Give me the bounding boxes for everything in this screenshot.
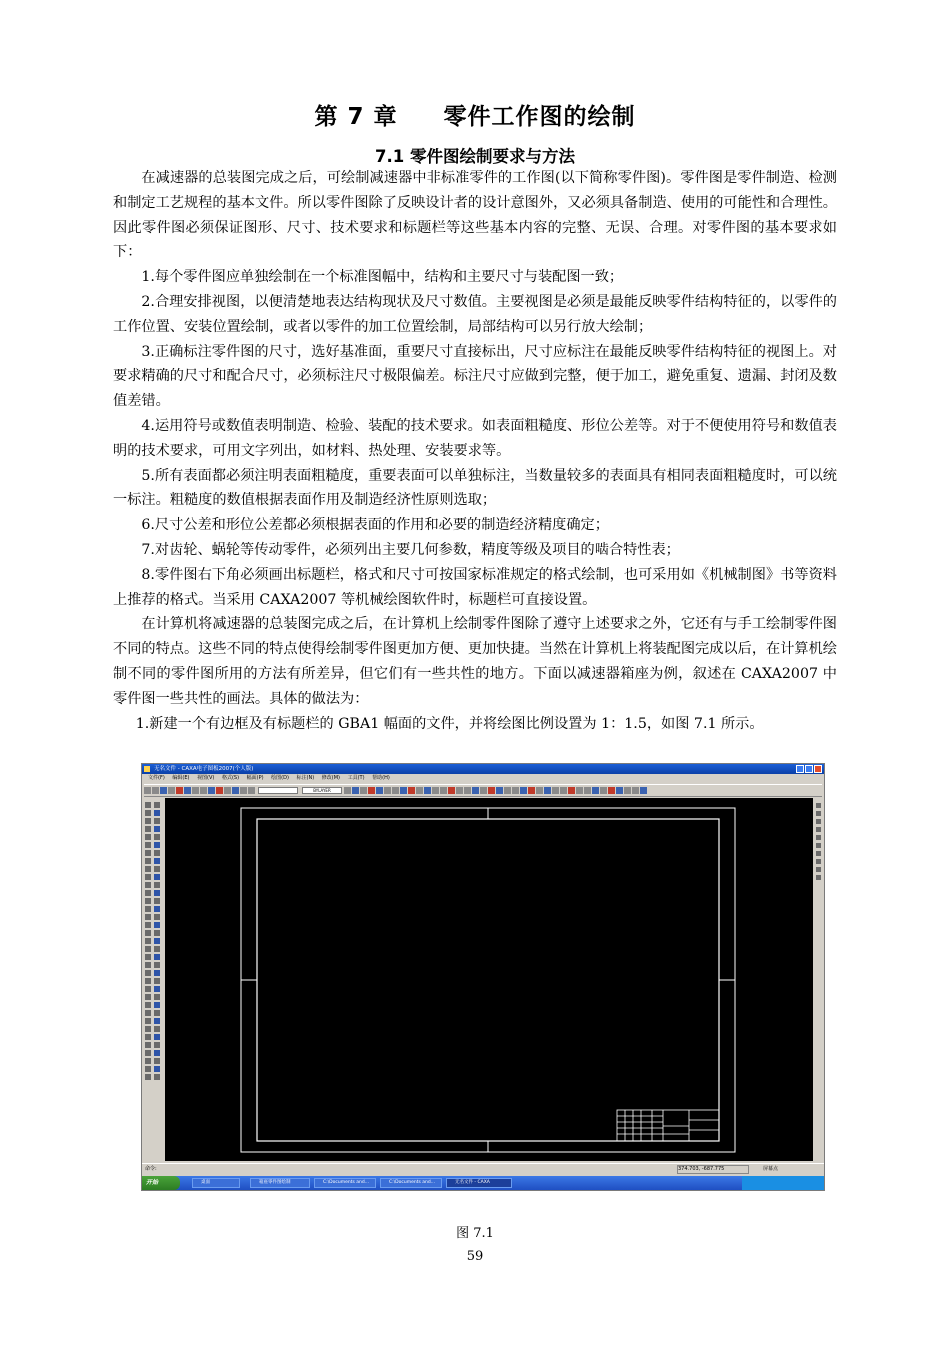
tool-icon [816, 819, 821, 824]
draw-tool-icon [145, 818, 151, 824]
draw-tool-icon [145, 1050, 151, 1056]
draw-tool-icon [154, 834, 160, 840]
tool-icon [456, 787, 463, 794]
tool-icon [568, 787, 575, 794]
maximize-icon [805, 765, 813, 773]
draw-tool-icon [145, 930, 151, 936]
drawing-canvas [165, 798, 813, 1161]
tool-icon [448, 787, 455, 794]
tool-icon [496, 787, 503, 794]
tool-icon [392, 787, 399, 794]
draw-tool-icon [154, 890, 160, 896]
draw-tool-icon [145, 962, 151, 968]
draw-tool-icon [145, 834, 151, 840]
paragraph: 1.新建一个有边框及有标题栏的 GBA1 幅面的文件，并将绘图比例设置为 1：1.5，如图 7.1 所示。 [135, 715, 764, 732]
tool-icon [408, 787, 415, 794]
draw-tool-icon [154, 802, 160, 808]
window-titlebar [142, 764, 824, 774]
draw-tool-icon [154, 1034, 160, 1040]
title-block [617, 1110, 719, 1141]
draw-tool-icon [145, 906, 151, 912]
tool-icon [168, 787, 175, 794]
body-text [113, 166, 837, 736]
draw-tool-icon [154, 922, 160, 928]
draw-tool-icon [154, 954, 160, 960]
window-title: 无名文件 - CAXA电子图板2007(个人版) [154, 766, 254, 772]
command-prompt: 命令: [145, 1166, 157, 1172]
tool-icon [816, 843, 821, 848]
tool-icon [544, 787, 551, 794]
menu-item: 修改(M) [321, 775, 340, 781]
draw-tool-icon [154, 842, 160, 848]
draw-tool-icon [145, 898, 151, 904]
tool-icon [600, 787, 607, 794]
tool-icon [384, 787, 391, 794]
draw-tool-icon [145, 850, 151, 856]
tool-icon [816, 803, 821, 808]
tool-icon [512, 787, 519, 794]
tool-icon [472, 787, 479, 794]
taskbar-item: 箱座零件图绘制 [250, 1178, 310, 1188]
paragraph: 4.运用符号或数值表明制造、检验、装配的技术要求。如表面粗糙度、形位公差等。对于不便使用符号和数值表明的技术要求，可用文字列出，如材料、热处理、安装要求等。 [113, 417, 837, 459]
windows-taskbar [142, 1176, 824, 1190]
draw-tool-icon [145, 1018, 151, 1024]
menu-item: 文件(F) [148, 775, 165, 781]
draw-tool-icon [145, 1002, 151, 1008]
tool-icon [464, 787, 471, 794]
tool-icon [480, 787, 487, 794]
cad-app-screenshot [141, 763, 825, 1191]
draw-tool-icon [145, 874, 151, 880]
draw-tool-icon [145, 986, 151, 992]
taskbar-item: 桌面 [192, 1178, 240, 1188]
tool-icon [592, 787, 599, 794]
draw-tool-icon [145, 1058, 151, 1064]
tool-icon [184, 787, 191, 794]
draw-tool-icon [154, 1010, 160, 1016]
paragraph: 在减速器的总装图完成之后，可绘制减速器中非标准零件的工作图(以下简称零件图)。零件图是零件制造、检测和制定工艺规程的基本文件。所以零件图除了反映设计者的设计意图外，又必须具备制造、使用的可能性和合理性。因此零件图必须保证图形、尺寸、技术要求和标题栏等这些基本内容的完整、无误、合理。对零件图的基本要求如下： [113, 170, 837, 261]
tool-icon [816, 827, 821, 832]
chapter-number: 第 7 章 [314, 104, 398, 130]
page-number: 59 [466, 1249, 484, 1264]
paragraph: 5.所有表面都必须注明表面粗糙度，重要表面可以单独标注，当数量较多的表面具有相同表面粗糙度时，可以统一标注。粗糙度的数值根据表面作用及制造经济性原则选取； [113, 467, 837, 509]
chapter-name: 零件工作图的绘制 [443, 104, 636, 130]
menu-item: 帮助(H) [372, 775, 390, 781]
draw-tool-icon [145, 858, 151, 864]
tool-icon [248, 787, 255, 794]
draw-tool-icon [154, 1002, 160, 1008]
menu-item: 幅面(P) [246, 775, 264, 781]
draw-tool-icon [145, 994, 151, 1000]
menu-item: 编辑(E) [172, 775, 190, 781]
status-bar [142, 1163, 824, 1174]
tool-icon [616, 787, 623, 794]
draw-tool-icon [145, 914, 151, 920]
draw-tool-icon [145, 1074, 151, 1080]
draw-tool-icon [154, 938, 160, 944]
draw-tool-icon [154, 858, 160, 864]
tool-icon [816, 867, 821, 872]
draw-tool-icon [154, 906, 160, 912]
draw-tool-icon [154, 970, 160, 976]
left-toolbox [143, 800, 163, 1126]
tool-icon [536, 787, 543, 794]
tool-icon [400, 787, 407, 794]
draw-tool-icon [145, 946, 151, 952]
draw-tool-icon [145, 802, 151, 808]
draw-tool-icon [145, 890, 151, 896]
paragraph: 在计算机将减速器的总装图完成之后，在计算机上绘制零件图除了遵守上述要求之外，它还有与手工绘制零件图不同的特点。这些不同的特点使得绘制零件图更加方便、更加快捷。当然在计算机上将装配图完成以后，在计算机绘制不同的零件图所用的方法有所差异，但它们有一些共性的地方。下面以减速器箱座为例，叙述在 CAXA2007 中零件图一些共性的画法。具体的做法为： [113, 616, 837, 707]
draw-tool-icon [154, 1042, 160, 1048]
tool-icon [376, 787, 383, 794]
outer-frame [241, 808, 735, 1152]
figure-caption: 图 7.1 [456, 1226, 494, 1241]
tool-icon [816, 811, 821, 816]
draw-tool-icon [154, 1058, 160, 1064]
drawing-sheet [165, 798, 813, 1161]
menu-item: 绘图(D) [271, 775, 289, 781]
app-icon [144, 766, 150, 772]
menu-item: 格式(S) [221, 775, 240, 781]
draw-tool-icon [145, 810, 151, 816]
tool-icon [232, 787, 239, 794]
menu-item: 视图(V) [197, 775, 215, 781]
draw-tool-icon [145, 826, 151, 832]
tool-icon [240, 787, 247, 794]
draw-tool-icon [154, 1074, 160, 1080]
toolbar [144, 784, 822, 797]
draw-tool-icon [154, 874, 160, 880]
right-toolbox [815, 800, 823, 890]
tool-icon [144, 787, 151, 794]
draw-tool-icon [154, 946, 160, 952]
tool-icon [640, 787, 647, 794]
tool-icon [520, 787, 527, 794]
draw-tool-icon [154, 850, 160, 856]
tool-icon [424, 787, 431, 794]
tool-icon [176, 787, 183, 794]
section-title: 7.1 零件图绘制要求与方法 [375, 147, 575, 166]
draw-tool-icon [154, 1018, 160, 1024]
draw-tool-icon [154, 810, 160, 816]
draw-tool-icon [145, 922, 151, 928]
draw-tool-icon [154, 986, 160, 992]
tool-icon [608, 787, 615, 794]
draw-tool-icon [145, 978, 151, 984]
tool-icon [560, 787, 567, 794]
draw-tool-icon [145, 1034, 151, 1040]
paragraph: 2.合理安排视图，以便清楚地表达结构现状及尺寸数值。主要视图是必须是最能反映零件结构特征的，以零件的工作位置、安装位置绘制，或者以零件的加工位置绘制，局部结构可以另行放大绘制； [113, 293, 837, 335]
inner-border [257, 819, 719, 1141]
draw-tool-icon [145, 970, 151, 976]
draw-tool-icon [145, 954, 151, 960]
tool-icon [816, 859, 821, 864]
tool-icon [192, 787, 199, 794]
paragraph: 3.正确标注零件图的尺寸，选好基准面，重要尺寸直接标出，尺寸应标注在最能反映零件结构特征的视图上。对要求精确的尺寸和配合尺寸，必须标注尺寸极限偏差。标注尺寸应做到完整，便于加工，避免重复、遗漏、封闭及数值差错。 [113, 343, 837, 410]
tool-icon [552, 787, 559, 794]
tool-icon [528, 787, 535, 794]
tool-icon [208, 787, 215, 794]
taskbar-item: 无名文件 - CAXA [446, 1178, 512, 1188]
draw-tool-icon [154, 866, 160, 872]
draw-tool-icon [154, 1066, 160, 1072]
paragraph: 1.每个零件图应单独绘制在一个标准图幅中，结构和主要尺寸与装配图一致； [141, 269, 624, 286]
menu-item: 工具(T) [347, 775, 365, 781]
paragraph: 6.尺寸公差和形位公差都必须根据表面的作用和必要的制造经济精度确定； [141, 517, 609, 534]
tool-icon [368, 787, 375, 794]
draw-tool-icon [145, 866, 151, 872]
tool-icon [576, 787, 583, 794]
draw-tool-icon [154, 978, 160, 984]
close-icon [814, 765, 822, 773]
draw-tool-icon [145, 1026, 151, 1032]
tool-icon [216, 787, 223, 794]
tool-icon [440, 787, 447, 794]
tool-icon [344, 787, 351, 794]
draw-tool-icon [154, 914, 160, 920]
tool-icon [504, 787, 511, 794]
tool-icon [816, 875, 821, 880]
tool-icon [152, 787, 159, 794]
draw-tool-icon [145, 938, 151, 944]
coordinate-readout: 374.703, -687.775 [677, 1165, 749, 1174]
tool-icon [584, 787, 591, 794]
taskbar-item: C:\Documents and... [380, 1178, 442, 1188]
tool-icon [352, 787, 359, 794]
layer-field [258, 787, 298, 794]
draw-tool-icon [154, 818, 160, 824]
snap-mode: 屏幕点 [763, 1166, 779, 1172]
tool-icon [160, 787, 167, 794]
draw-tool-icon [154, 930, 160, 936]
tool-icon [624, 787, 631, 794]
draw-tool-icon [154, 898, 160, 904]
draw-tool-icon [145, 882, 151, 888]
linetype-field: BYLAYER [302, 787, 342, 794]
tool-icon [432, 787, 439, 794]
draw-tool-icon [145, 1042, 151, 1048]
draw-tool-icon [145, 1066, 151, 1072]
draw-tool-icon [154, 826, 160, 832]
minimize-icon [796, 765, 804, 773]
tool-icon [200, 787, 207, 794]
tool-icon [816, 835, 821, 840]
draw-tool-icon [145, 1010, 151, 1016]
draw-tool-icon [154, 962, 160, 968]
tool-icon [360, 787, 367, 794]
menu-item: 标注(N) [296, 775, 315, 781]
paragraph: 7.对齿轮、蜗轮等传动零件，必须列出主要几何参数，精度等级及项目的啮合特性表； [141, 541, 680, 558]
draw-tool-icon [154, 994, 160, 1000]
tool-icon [816, 851, 821, 856]
draw-tool-icon [145, 842, 151, 848]
system-tray [742, 1176, 824, 1190]
tool-icon [224, 787, 231, 794]
taskbar-item: C:\Documents and... [314, 1178, 376, 1188]
tool-icon [416, 787, 423, 794]
draw-tool-icon [154, 882, 160, 888]
draw-tool-icon [154, 1050, 160, 1056]
menu-bar [142, 774, 824, 783]
tool-icon [632, 787, 639, 794]
tool-icon [488, 787, 495, 794]
paragraph: 8.零件图右下角必须画出标题栏，格式和尺寸可按国家标准规定的格式绘制，也可采用如《机械制图》书等资料上推荐的格式。当采用 CAXA2007 等机械绘图软件时，标题栏可直接设置。 [113, 566, 837, 608]
draw-tool-icon [154, 1026, 160, 1032]
chapter-title [0, 98, 950, 131]
start-button: 开始 [142, 1176, 180, 1190]
